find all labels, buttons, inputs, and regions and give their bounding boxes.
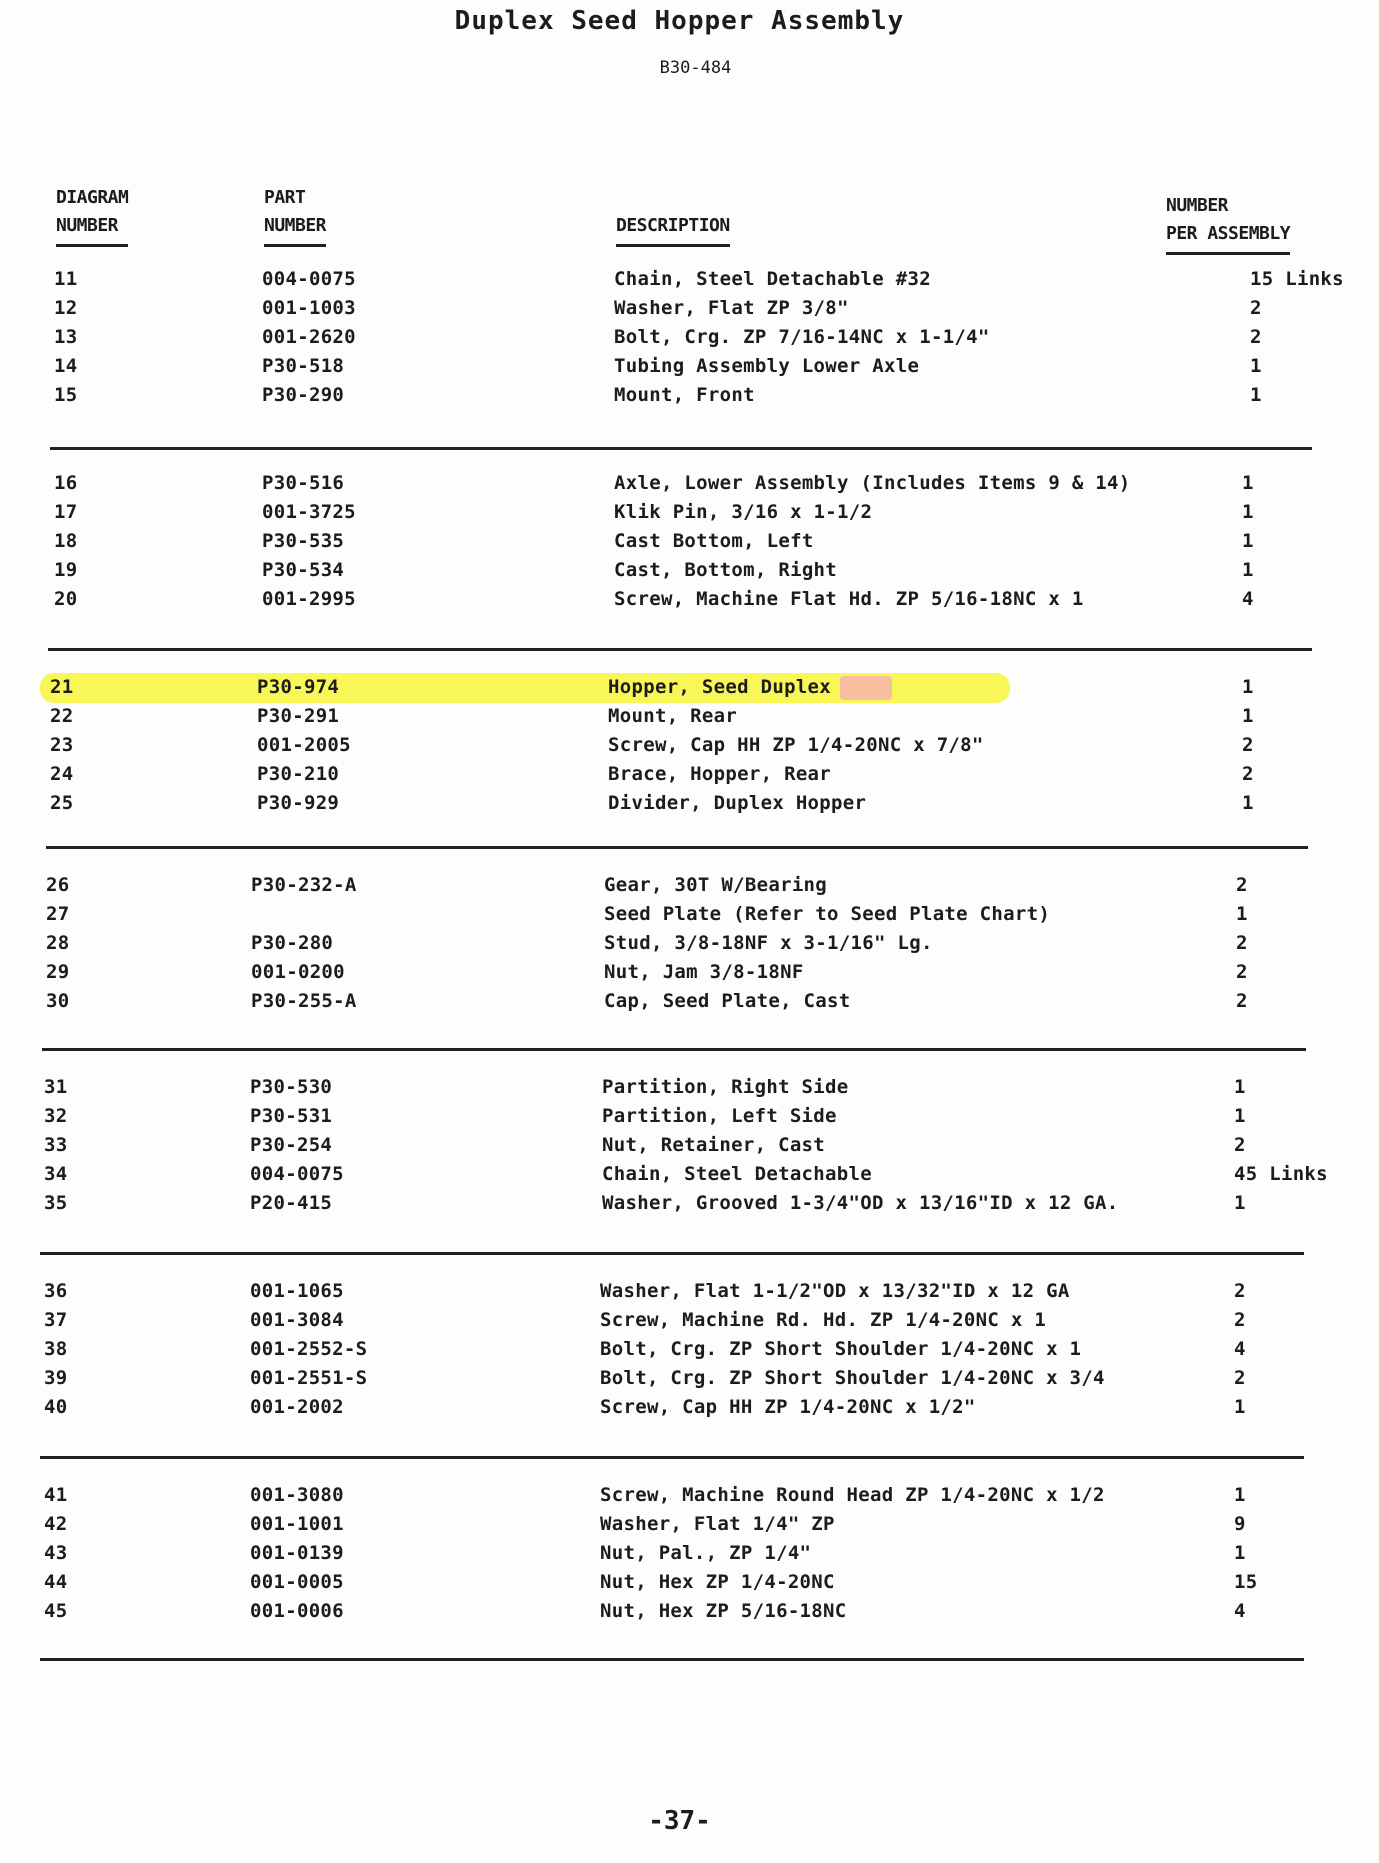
group-divider: [50, 447, 1312, 450]
parts-group-3: [0, 676, 1379, 821]
pink-marker-mark: [840, 676, 892, 700]
table-row: 22 P30-291 Mount, Rear 1: [50, 705, 1254, 727]
parts-group-5: [0, 1076, 1379, 1221]
table-row: 23 001-2005 Screw, Cap HH ZP 1/4-20NC x 7/8" 2: [50, 734, 1254, 756]
table-row: 43 001-0139 Nut, Pal., ZP 1/4" 1: [44, 1542, 1246, 1564]
table-row: 40 001-2002 Screw, Cap HH ZP 1/4-20NC x 1/2" 1: [44, 1396, 1246, 1418]
description-header: DESCRIPTION: [616, 212, 730, 247]
table-row: 34 004-0075 Chain, Steel Detachable 45 Links: [44, 1163, 1328, 1185]
table-row: 27 Seed Plate (Refer to Seed Plate Chart) 1: [46, 903, 1248, 925]
assembly-code: B30-484: [659, 58, 732, 78]
parts-group-7: [0, 1484, 1379, 1629]
table-row: 41 001-3080 Screw, Machine Round Head ZP 1/4-20NC x 1/2 1: [44, 1484, 1246, 1506]
table-row: 15 P30-290 Mount, Front 1: [54, 384, 1262, 406]
table-row: 24 P30-210 Brace, Hopper, Rear 2: [50, 763, 1254, 785]
page-number: -37-: [648, 1806, 711, 1836]
table-row: 25 P30-929 Divider, Duplex Hopper 1: [50, 792, 1254, 814]
part-number-header: PART NUMBER: [264, 184, 326, 247]
table-row: 17 001-3725 Klik Pin, 3/16 x 1-1/2 1: [54, 501, 1254, 523]
group-divider: [42, 1048, 1306, 1051]
table-row: 30 P30-255-A Cap, Seed Plate, Cast 2: [46, 990, 1248, 1012]
parts-group-2: [0, 472, 1379, 617]
group-divider: [40, 1456, 1304, 1459]
qty-per-assembly-header: NUMBER PER ASSEMBLY: [1166, 192, 1290, 255]
group-divider: [46, 846, 1308, 849]
table-row: 13 001-2620 Bolt, Crg. ZP 7/16-14NC x 1-1/4" 2: [54, 326, 1262, 348]
parts-group-1: [0, 268, 1379, 413]
table-row: 16 P30-516 Axle, Lower Assembly (Includes Items 9 & 14) 1: [54, 472, 1254, 494]
table-row: 28 P30-280 Stud, 3/8-18NF x 3-1/16" Lg. 2: [46, 932, 1248, 954]
table-row: 29 001-0200 Nut, Jam 3/8-18NF 2: [46, 961, 1248, 983]
group-divider: [48, 648, 1312, 651]
group-divider: [40, 1252, 1304, 1255]
table-row: 18 P30-535 Cast Bottom, Left 1: [54, 530, 1254, 552]
table-row: 42 001-1001 Washer, Flat 1/4" ZP 9: [44, 1513, 1246, 1535]
table-row: 44 001-0005 Nut, Hex ZP 1/4-20NC 15: [44, 1571, 1258, 1593]
diagram-number-header: DIAGRAM NUMBER: [56, 184, 128, 247]
table-row: 37 001-3084 Screw, Machine Rd. Hd. ZP 1/4-20NC x 1 2: [44, 1309, 1246, 1331]
table-row: 31 P30-530 Partition, Right Side 1: [44, 1076, 1246, 1098]
table-row: 19 P30-534 Cast, Bottom, Right 1: [54, 559, 1254, 581]
group-divider: [40, 1658, 1304, 1661]
table-row: 38 001-2552-S Bolt, Crg. ZP Short Shoulder 1/4-20NC x 1 4: [44, 1338, 1246, 1360]
table-row: 20 001-2995 Screw, Machine Flat Hd. ZP 5/16-18NC x 1 4: [54, 588, 1254, 610]
table-row: 11 004-0075 Chain, Steel Detachable #32 15 Links: [54, 268, 1344, 290]
table-row: 36 001-1065 Washer, Flat 1-1/2"OD x 13/32"ID x 12 GA 2: [44, 1280, 1246, 1302]
table-row: 32 P30-531 Partition, Left Side 1: [44, 1105, 1246, 1127]
parts-group-4: [0, 874, 1379, 1019]
table-row: 33 P30-254 Nut, Retainer, Cast 2: [44, 1134, 1246, 1156]
document-title: Duplex Seed Hopper Assembly: [454, 6, 905, 36]
table-row: 26 P30-232-A Gear, 30T W/Bearing 2: [46, 874, 1248, 896]
parts-group-6: [0, 1280, 1379, 1425]
table-row: 14 P30-518 Tubing Assembly Lower Axle 1: [54, 355, 1262, 377]
table-row: 45 001-0006 Nut, Hex ZP 5/16-18NC 4: [44, 1600, 1246, 1622]
table-row-highlighted: 21 P30-974 Hopper, Seed Duplex 1: [0, 676, 1379, 705]
table-row: 39 001-2551-S Bolt, Crg. ZP Short Shoulder 1/4-20NC x 3/4 2: [44, 1367, 1246, 1389]
table-row: 35 P20-415 Washer, Grooved 1-3/4"OD x 13/16"ID x 12 GA. 1: [44, 1192, 1246, 1214]
table-row: 12 001-1003 Washer, Flat ZP 3/8" 2: [54, 297, 1262, 319]
